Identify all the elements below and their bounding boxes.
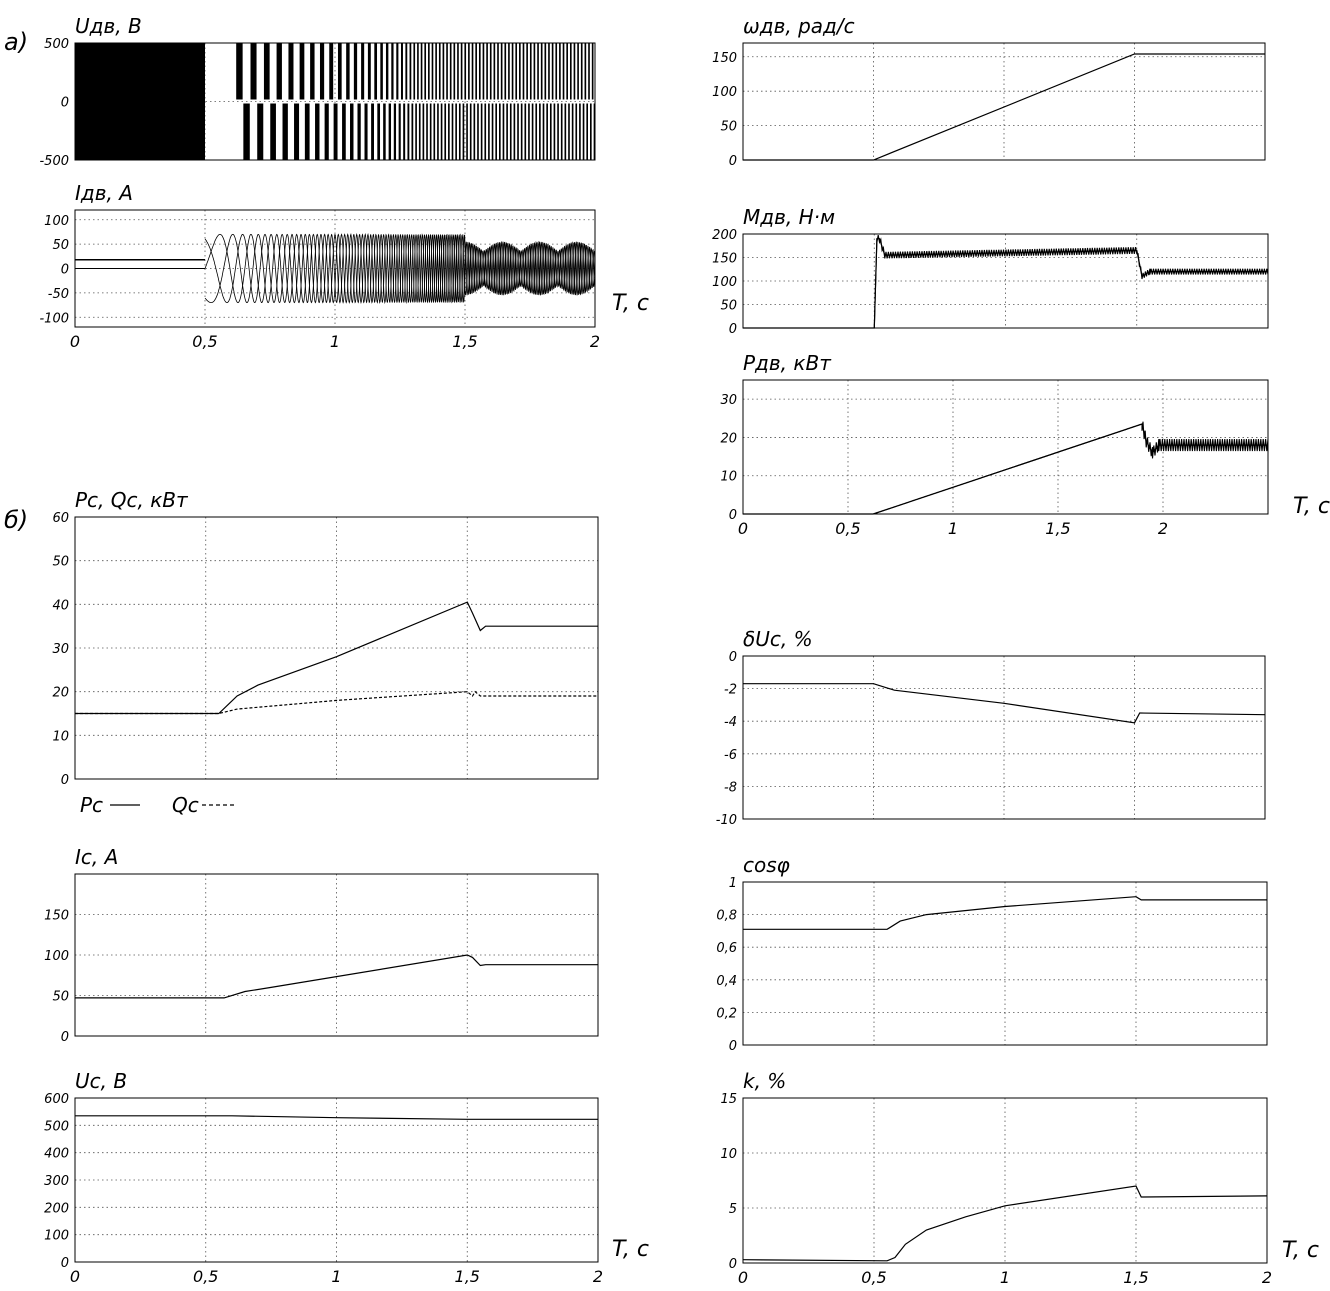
y-tick-label: 100: [44, 213, 69, 229]
y-tick-label: 400: [44, 1146, 69, 1162]
series-pwm-pulse: [470, 104, 472, 161]
series-pwm-pulse: [423, 104, 425, 161]
series-pwm-pulse: [461, 43, 463, 100]
series-pwm-pulse: [443, 43, 445, 100]
series-pwm-pulse: [583, 104, 585, 161]
series-pwm-pulse: [559, 43, 561, 100]
series-pwm-pulse: [452, 104, 454, 161]
y-tick-label: 200: [44, 1201, 69, 1217]
series-pwm-pulse: [389, 104, 391, 161]
series-pwm-pulse: [383, 104, 386, 161]
series-pwm-pulse: [251, 43, 257, 100]
x-tick-label: 1: [947, 519, 959, 538]
y-axis-label: δUc, %: [743, 627, 813, 651]
series-pwm-pulse: [495, 104, 497, 161]
series-pwm-pulse: [346, 43, 349, 100]
series-pwm-pulse: [439, 43, 441, 100]
series-pwm-pulse: [411, 104, 413, 161]
series-line: [743, 684, 1265, 723]
series-pwm-pulse: [552, 43, 554, 100]
x-tick-label: 0,5: [192, 332, 218, 351]
y-tick-label: 50: [720, 119, 737, 135]
series-pwm-pulse: [581, 43, 583, 100]
y-tick-label: 0: [728, 322, 737, 337]
series-pwm-pulse: [432, 43, 434, 100]
panel-label-a: а): [4, 28, 29, 56]
series-pwm-pulse: [530, 43, 532, 100]
y-tick-label: 0: [60, 1030, 69, 1045]
y-tick-label: 0: [60, 773, 69, 788]
series-pwm-pulse: [477, 104, 479, 161]
series-pwm-pulse: [555, 43, 557, 100]
y-tick-label: 100: [44, 949, 69, 964]
y-axis-label: Pc, Qc, кВт: [75, 488, 188, 512]
x-axis-label: T, с: [1282, 1238, 1319, 1263]
plot-motor-voltage: [39, 14, 595, 169]
series-pwm-pulse: [329, 43, 333, 100]
series-pwm-pulse: [433, 104, 435, 161]
series-pwm-pulse: [437, 104, 439, 161]
y-tick-label: 500: [44, 37, 69, 52]
series-pwm-pulse: [300, 43, 305, 100]
y-tick-label: -6: [724, 747, 737, 763]
x-tick-label: 1,5: [1045, 519, 1071, 538]
series-pwm-pulse: [415, 104, 417, 161]
legend-qc-label: Qc: [172, 793, 199, 817]
series-pwm-pulse: [577, 43, 579, 100]
y-tick-label: -50: [47, 286, 69, 302]
series-pwm-pulse: [488, 104, 490, 161]
series-pwm-pulse: [403, 104, 405, 161]
series-pwm-pulse: [550, 104, 552, 161]
series-pwm-pulse: [421, 43, 423, 100]
x-tick-label: 1: [329, 332, 341, 351]
y-axis-label: Pдв, кВт: [743, 351, 831, 375]
y-tick-label: 500: [44, 1119, 69, 1135]
series-pwm-pulse: [446, 43, 448, 100]
series-pwm-pulse: [430, 104, 432, 161]
series-pwm-pulse: [419, 104, 421, 161]
series-pwm-pulse: [535, 104, 537, 161]
series-pwm-pulse: [515, 43, 517, 100]
series-pwm-pulse: [481, 104, 483, 161]
x-tick-label: 2: [1261, 1268, 1273, 1287]
series-pwm-pulse: [546, 104, 548, 161]
series-pwm-pulse: [294, 104, 299, 161]
series-pwm-pulse: [243, 104, 249, 161]
series-pwm-pulse: [568, 104, 570, 161]
y-tick-label: 0,4: [716, 973, 737, 989]
y-axis-label: Ic, А: [75, 845, 119, 869]
series-pwm-pulse: [574, 43, 576, 100]
series-pwm-block: [75, 43, 205, 160]
series-pwm-pulse: [444, 104, 446, 161]
y-tick-label: 300: [44, 1174, 69, 1189]
series-pwm-pulse: [483, 43, 485, 100]
x-tick-label: 1,5: [1123, 1268, 1149, 1287]
series-pwm-pulse: [454, 43, 456, 100]
series-pwm-pulse: [494, 43, 496, 100]
series-pwm-pulse: [463, 104, 465, 161]
series-pwm-pulse: [399, 104, 401, 161]
series-pwm-pulse: [468, 43, 470, 100]
series-pwm-pulse: [534, 43, 536, 100]
y-axis-label: k, %: [743, 1069, 787, 1093]
plot-motor-speed: [712, 14, 1265, 169]
x-tick-label: 0: [69, 1267, 81, 1286]
series-pwm-pulse: [492, 104, 494, 161]
series-pwm-pulse: [572, 104, 574, 161]
series-pwm-pulse: [528, 104, 530, 161]
series-pwm-pulse: [486, 43, 488, 100]
series-ripple: [743, 422, 1268, 514]
series-pwm-pulse: [521, 104, 523, 161]
series-pwm-pulse: [357, 104, 360, 161]
x-axis-label: T, с: [1293, 494, 1330, 519]
series-pwm-pulse: [426, 104, 428, 161]
series-pwm-pulse: [277, 43, 282, 100]
y-tick-label: 10: [720, 469, 737, 485]
y-tick-label: 30: [720, 393, 737, 409]
series-pwm-pulse: [350, 104, 353, 161]
y-tick-label: 20: [52, 685, 69, 701]
x-tick-label: 1: [999, 1268, 1011, 1287]
y-tick-label: 0: [728, 650, 737, 665]
series-pwm-pulse: [342, 104, 346, 161]
plot-distortion-factor: [720, 1069, 1318, 1287]
series-pwm-pulse: [586, 104, 588, 161]
series-pwm-pulse: [354, 43, 357, 100]
y-tick-label: -4: [724, 715, 737, 731]
x-tick-label: 1,5: [454, 1267, 480, 1286]
series-pwm-pulse: [407, 104, 409, 161]
x-tick-label: 0,5: [861, 1268, 887, 1287]
series-pwm-pulse: [548, 43, 550, 100]
series-pwm-pulse: [490, 43, 492, 100]
x-tick-label: 0: [69, 332, 81, 351]
y-tick-label: 0,8: [716, 908, 737, 924]
y-tick-label: 0: [728, 1039, 737, 1054]
series-pwm-pulse: [479, 43, 481, 100]
x-tick-label: 0: [737, 1268, 749, 1287]
series-pwm-pulse: [472, 43, 474, 100]
y-tick-label: 50: [52, 554, 69, 570]
plot-grid-current: [44, 845, 598, 1045]
y-tick-label: 600: [44, 1092, 69, 1107]
y-axis-label: Iдв, А: [75, 181, 133, 205]
series-pwm-pulse: [592, 43, 594, 100]
series-pwm-pulse: [288, 43, 293, 100]
series-pwm-pulse: [361, 43, 364, 100]
plot-motor-current: [39, 181, 648, 351]
y-tick-label: 150: [44, 908, 69, 924]
series-pwm-pulse: [570, 43, 572, 100]
series-pwm-pulse: [526, 43, 528, 100]
series-pwm-pulse: [338, 43, 342, 100]
series-pwm-pulse: [514, 104, 516, 161]
series-pwm-pulse: [594, 104, 596, 161]
plot-motor-torque: [712, 205, 1268, 337]
series-pwm-pulse: [510, 104, 512, 161]
y-tick-label: -100: [39, 311, 69, 327]
series-pwm-pulse: [325, 104, 329, 161]
series-pwm-pulse: [457, 43, 459, 100]
series-pwm-pulse: [484, 104, 486, 161]
y-tick-label: 50: [720, 298, 737, 314]
y-tick-label: 15: [720, 1092, 737, 1107]
series-pwm-pulse: [501, 43, 503, 100]
y-tick-label: 200: [712, 228, 737, 243]
y-tick-label: 150: [712, 50, 737, 66]
x-tick-label: 0,5: [835, 519, 861, 538]
series-pwm-pulse: [334, 104, 338, 161]
panel-label-b: б): [4, 506, 29, 534]
series-pwm-pulse: [455, 104, 457, 161]
series-pwm-pulse: [450, 43, 452, 100]
y-tick-label: 10: [720, 1147, 737, 1162]
y-tick-label: 60: [52, 511, 69, 526]
y-axis-label: Uдв, В: [75, 14, 142, 38]
y-tick-label: 0: [728, 1257, 737, 1272]
series-pwm-pulse: [380, 43, 383, 100]
series-ripple: [743, 235, 1268, 328]
y-tick-label: 0: [728, 508, 737, 523]
plot-grid-voltage: [44, 1069, 649, 1286]
y-tick-label: 150: [712, 251, 737, 267]
series-pwm-pulse: [310, 43, 314, 100]
series-pwm-pulse: [475, 43, 477, 100]
series-pwm-pulse: [459, 104, 461, 161]
series-pwm-pulse: [499, 104, 501, 161]
x-tick-label: 0: [737, 519, 749, 538]
series-pwm-pulse: [417, 43, 419, 100]
y-axis-label: Mдв, Н·м: [743, 205, 836, 229]
x-axis-label: T, с: [612, 291, 649, 316]
series-pwm-pulse: [517, 104, 519, 161]
series-pwm-pulse: [512, 43, 514, 100]
series-line: [743, 897, 1267, 930]
y-axis-label: cosφ: [743, 853, 790, 877]
y-tick-label: -10: [715, 813, 737, 828]
series-pwm-pulse: [554, 104, 556, 161]
series-pwm-pulse: [315, 104, 319, 161]
y-tick-label: 1: [728, 876, 737, 891]
y-tick-label: 5: [728, 1202, 737, 1217]
y-tick-label: 0,6: [716, 941, 737, 957]
series-pwm-pulse: [365, 104, 368, 161]
series-pwm-pulse: [466, 104, 468, 161]
x-tick-label: 0,5: [193, 1267, 219, 1286]
y-tick-label: 0,2: [716, 1006, 737, 1022]
series-pwm-pulse: [283, 104, 288, 161]
y-tick-label: -500: [39, 154, 69, 169]
series-pwm-pulse: [368, 43, 371, 100]
series-pwm-pulse: [524, 104, 526, 161]
y-tick-label: 100: [44, 1228, 69, 1244]
series-pwm-pulse: [257, 104, 263, 161]
y-tick-label: 0: [60, 262, 69, 278]
series-line: [743, 54, 1265, 160]
plot-grid-voltage-deviation: [716, 627, 1265, 828]
series-pwm-pulse: [504, 43, 506, 100]
series-pwm-pulse: [305, 104, 310, 161]
x-tick-label: 1,5: [452, 332, 478, 351]
x-tick-label: 2: [592, 1267, 604, 1286]
plot-power-factor: [716, 853, 1267, 1054]
series-pwm-pulse: [585, 43, 587, 100]
x-tick-label: 1: [331, 1267, 342, 1286]
x-tick-label: 2: [589, 332, 601, 351]
y-tick-label: 30: [52, 642, 69, 657]
series-pwm-pulse: [464, 43, 466, 100]
legend: [80, 793, 234, 817]
series-pwm-pulse: [588, 43, 590, 100]
series-pwm-pulse: [537, 43, 539, 100]
series-pwm-pulse: [497, 43, 499, 100]
series-pwm-pulse: [565, 104, 567, 161]
series-pwm-pulse: [435, 43, 437, 100]
series-pwm-pulse: [386, 43, 388, 100]
legend-pc-label: Pc: [80, 793, 104, 817]
y-axis-label: ωдв, рад/с: [743, 14, 855, 38]
series-pwm-pulse: [448, 104, 450, 161]
series-pwm-pulse: [503, 104, 505, 161]
x-tick-label: 2: [1157, 519, 1169, 538]
plot-motor-power: [720, 351, 1329, 538]
series-pwm-pulse: [532, 104, 534, 161]
series-pwm-pulse: [441, 104, 443, 161]
y-tick-label: -8: [724, 780, 737, 796]
series-pwm-pulse: [557, 104, 559, 161]
series-pwm-pulse: [428, 43, 430, 100]
x-axis-label: T, с: [612, 1237, 649, 1262]
series-pwm-pulse: [543, 104, 545, 161]
series-pwm-pulse: [270, 104, 276, 161]
series-pwm-pulse: [396, 43, 398, 100]
series-pwm-pulse: [391, 43, 393, 100]
y-tick-label: 0: [728, 154, 737, 169]
series-pwm-pulse: [508, 43, 510, 100]
y-tick-label: 0: [60, 1256, 69, 1271]
series-pwm-pulse: [236, 43, 242, 100]
series-pwm-pulse: [413, 43, 415, 100]
y-axis-label: Uc, В: [75, 1069, 128, 1093]
series-pwm-pulse: [371, 104, 374, 161]
series-pwm-pulse: [394, 104, 396, 161]
series-pwm-pulse: [377, 104, 380, 161]
series-pwm-pulse: [545, 43, 547, 100]
series-pwm-pulse: [264, 43, 270, 100]
series-pwm-pulse: [561, 104, 563, 161]
series-pwm-pulse: [405, 43, 407, 100]
y-tick-label: 10: [52, 729, 69, 745]
y-tick-label: 0: [60, 95, 69, 111]
y-tick-label: -2: [724, 682, 737, 698]
plot-grid-power: [52, 488, 598, 788]
series-pwm-pulse: [523, 43, 525, 100]
y-tick-label: 100: [712, 275, 737, 290]
series-pwm-pulse: [374, 43, 377, 100]
series-pwm-pulse: [541, 43, 543, 100]
series-pwm-pulse: [474, 104, 476, 161]
series-pwm-pulse: [506, 104, 508, 161]
y-tick-label: 50: [52, 238, 69, 254]
series-pwm-pulse: [539, 104, 541, 161]
y-tick-label: 100: [712, 85, 737, 101]
y-tick-label: 50: [52, 989, 69, 1005]
series-pwm-pulse: [424, 43, 426, 100]
series-pwm-pulse: [579, 104, 581, 161]
series-pwm-pulse: [566, 43, 568, 100]
series-pwm-pulse: [410, 43, 412, 100]
series-pwm-pulse: [590, 104, 592, 161]
y-tick-label: 40: [52, 598, 69, 614]
series-pwm-pulse: [401, 43, 403, 100]
series-pwm-pulse: [563, 43, 565, 100]
series-pwm-pulse: [575, 104, 577, 161]
y-tick-label: 20: [720, 431, 737, 447]
series-pwm-pulse: [519, 43, 521, 100]
series-pwm-pulse: [320, 43, 324, 100]
